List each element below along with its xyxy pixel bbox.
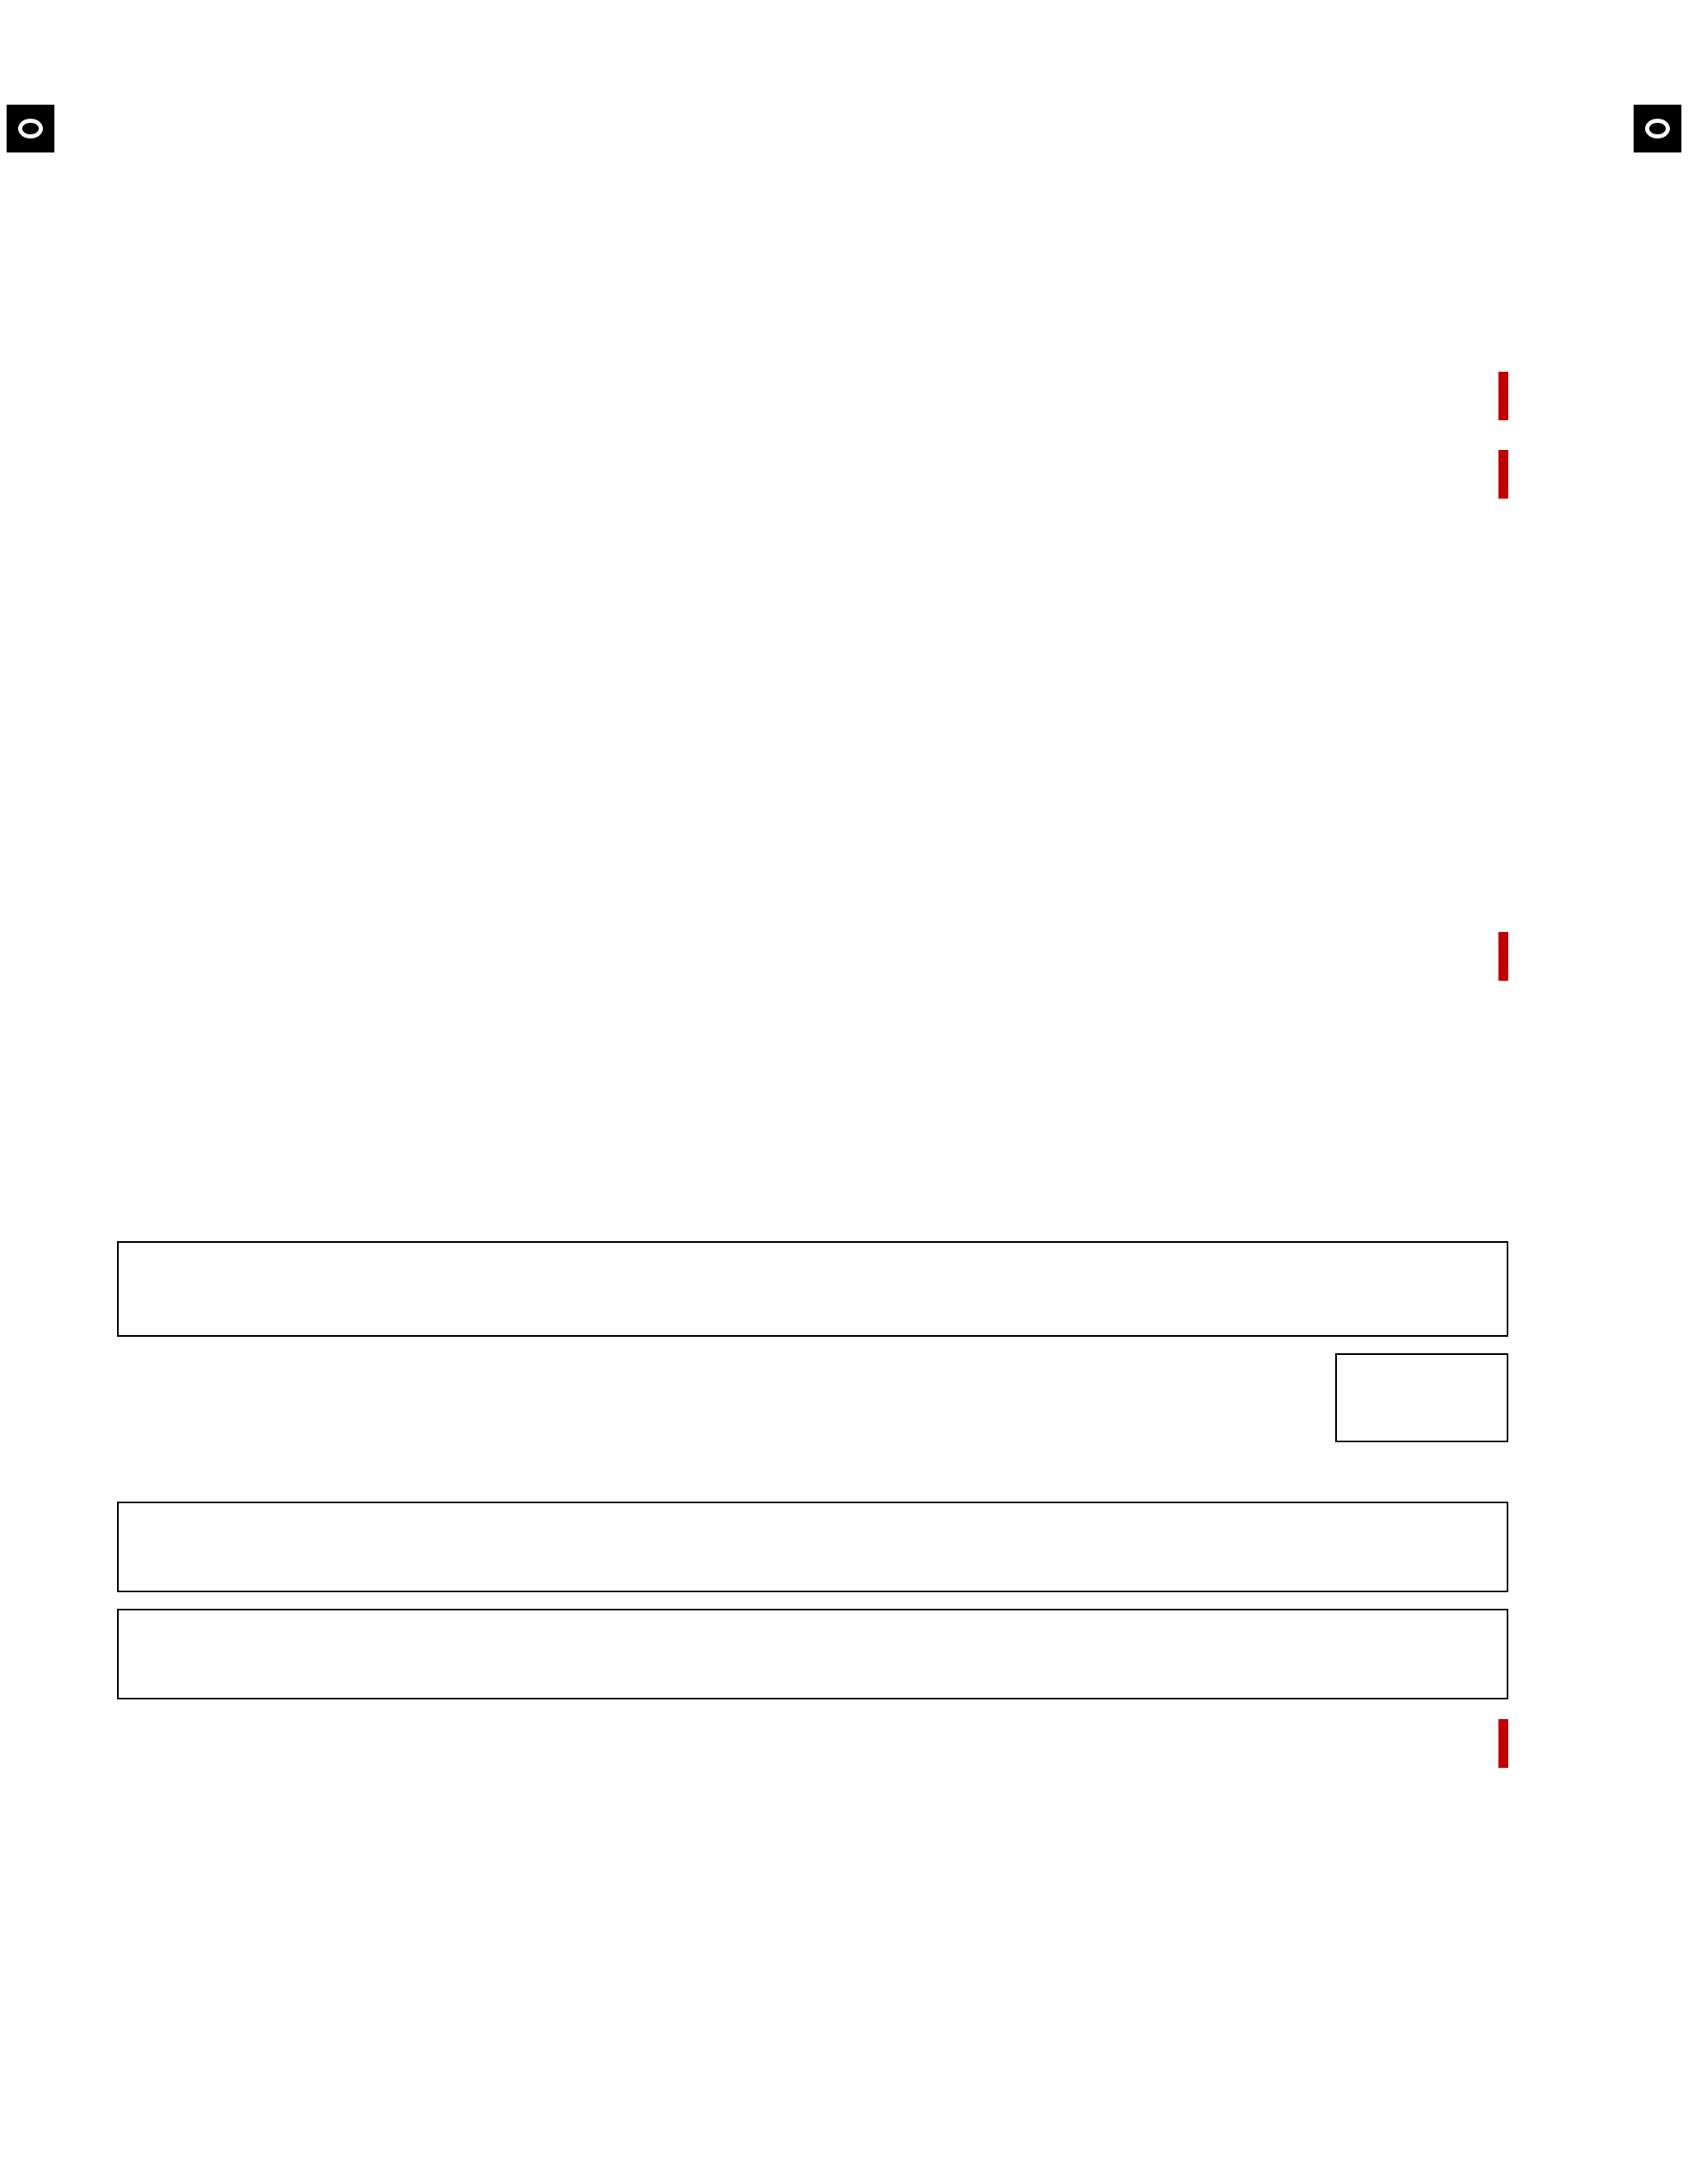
frame-corner-top-left (7, 105, 54, 152)
p3-line2 (115, 924, 1508, 990)
running-header (115, 203, 1508, 236)
p6-line1-highlight (1498, 1719, 1508, 1768)
frame-top-border (56, 105, 1632, 152)
frame-corner-top-right (1634, 105, 1681, 152)
p1-line2-highlight (1498, 372, 1508, 420)
p1-line3 (115, 442, 1508, 508)
p6-line1 (115, 1711, 1508, 1777)
p5-line2-box (117, 1609, 1508, 1699)
p4-line1-box (117, 1241, 1508, 1337)
p4-line2-box (1335, 1353, 1508, 1442)
p3-line2-highlight (1498, 932, 1508, 981)
frame-left-border (7, 158, 54, 2184)
p5-line1-box (117, 1502, 1508, 1592)
page-content (115, 162, 1508, 2156)
frame-right-border (1634, 158, 1681, 2184)
p1-line3-highlight (1498, 450, 1508, 499)
p1-line2 (115, 363, 1508, 429)
